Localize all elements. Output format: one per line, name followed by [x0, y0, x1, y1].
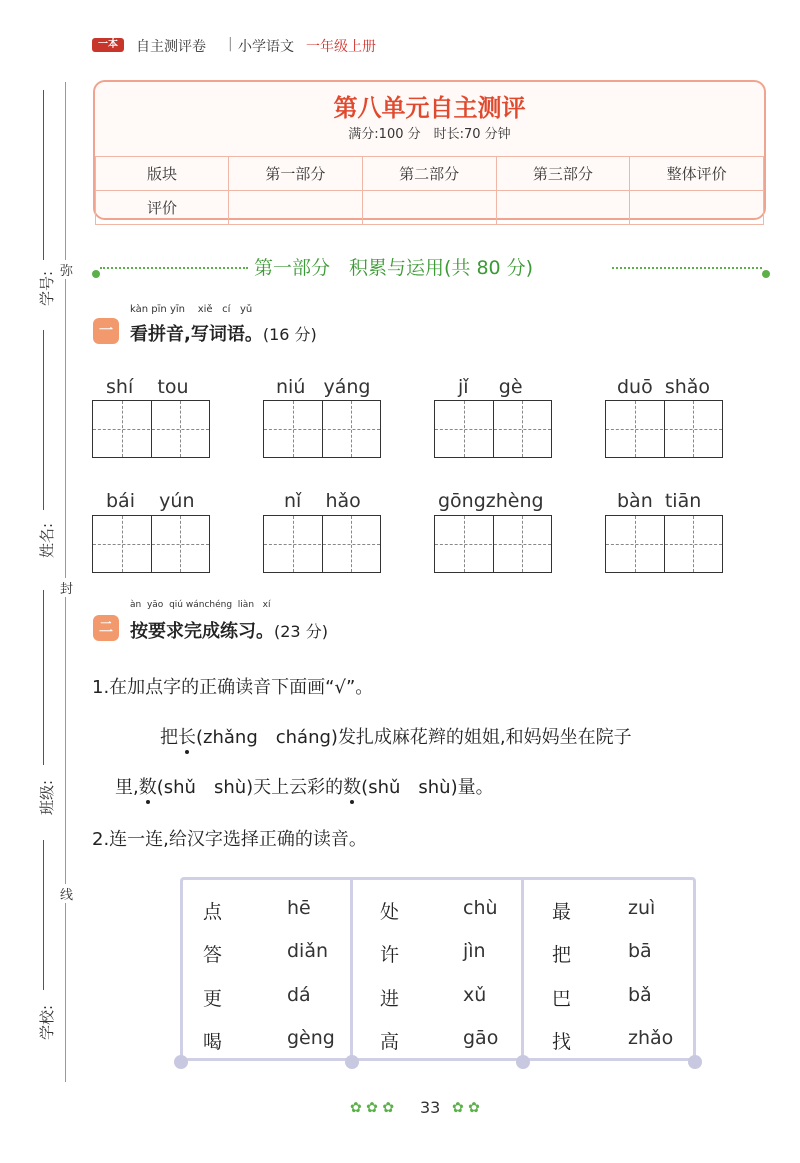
match-pinyin[interactable]: xǔ [463, 984, 487, 1006]
writing-grid[interactable] [434, 400, 552, 458]
brand-logo: 一本 [92, 38, 124, 52]
match-char[interactable]: 把 [552, 944, 572, 966]
score-header-cell: 第二部分 [362, 157, 496, 191]
score-header-row [96, 157, 764, 191]
box-corner-ball [345, 1055, 359, 1069]
ruby-syllable: yīn [169, 304, 185, 315]
seal-mark-feng: 封 [60, 578, 73, 597]
match-pinyin[interactable]: gèng [287, 1027, 335, 1049]
score-table [95, 156, 764, 225]
banner-dot-left [92, 270, 100, 278]
score-header-cell: 版块 [96, 157, 229, 191]
banner-line-left [100, 267, 248, 269]
subject-title: 小学语文 [238, 39, 294, 55]
match-pinyin[interactable]: gāo [463, 1027, 499, 1049]
ruby-syllable: xí [262, 600, 271, 610]
ruby-syllable: kàn [130, 304, 149, 315]
section2-title-text: 按要求完成练习。 [130, 621, 274, 642]
pinyin-label: bàn tiān [617, 490, 702, 512]
part1-points: (共 80 分) [444, 257, 534, 279]
match-char[interactable]: 处 [380, 901, 400, 923]
writing-grid[interactable] [92, 400, 210, 458]
q1-line2: 里,数(shǔ shù)天上云彩的数(shǔ shù)量。 [115, 777, 494, 798]
pinyin-label: niú yáng [276, 376, 371, 398]
part1-banner [254, 253, 533, 280]
score-row-label: 评价 [96, 191, 229, 225]
match-pinyin[interactable]: bā [628, 940, 652, 962]
student-id-label: 学号: [38, 270, 56, 306]
pinyin-label: duō shǎo [617, 376, 711, 398]
match-pinyin[interactable]: zuì [628, 897, 656, 919]
q1-line1: 把长(zhǎng cháng)发扎成麻花辫的姐姐,和妈妈坐在院子 [160, 727, 632, 748]
section2-points: (23 分) [274, 622, 328, 641]
emphasis-char: 数 [343, 777, 362, 798]
score-header-cell: 第三部分 [496, 157, 630, 191]
section1-title [130, 320, 317, 346]
box-corner-ball [174, 1055, 188, 1069]
sprout-icon: ✿ ✿ [452, 1100, 480, 1116]
pinyin-label: gōngzhèng [438, 490, 544, 512]
writing-grid[interactable] [92, 515, 210, 573]
match-char[interactable]: 高 [380, 1031, 400, 1053]
matching-divider [350, 877, 353, 1061]
match-pinyin[interactable]: dá [287, 984, 311, 1006]
score-cell[interactable] [496, 191, 630, 225]
school-blank[interactable] [43, 840, 44, 990]
score-header-cell: 整体评价 [630, 157, 764, 191]
match-char[interactable]: 点 [203, 901, 223, 923]
class-label: 班级: [38, 779, 56, 815]
match-char[interactable]: 巴 [552, 988, 572, 1010]
part1-label: 第一部分 积累与运用 [254, 257, 445, 279]
ruby-syllable: yǔ [239, 304, 253, 315]
writing-grid[interactable] [605, 515, 723, 573]
section2-badge: 二 [93, 615, 119, 641]
writing-grid[interactable] [263, 400, 381, 458]
section1-title-text: 看拼音,写词语。 [130, 324, 263, 345]
page-title: 第八单元自主测评 [333, 94, 526, 122]
ruby-syllable: yāo [146, 600, 164, 610]
q1-title: 1.在加点字的正确读音下面画“√”。 [92, 677, 374, 698]
section1-points: (16 分) [262, 325, 317, 344]
ruby-syllable: chéng [204, 600, 233, 610]
match-pinyin[interactable]: bǎ [628, 984, 652, 1006]
section2-ruby [130, 600, 270, 610]
pinyin-label: nǐ hǎo [284, 490, 361, 512]
name-label: 姓名: [38, 522, 56, 558]
school-label: 学校: [38, 1004, 56, 1040]
series-title: 自主测评卷 [136, 39, 206, 55]
ruby-syllable: àn [130, 600, 142, 610]
header-separator: | [228, 36, 233, 52]
seal-mark-xian: 线 [60, 884, 73, 903]
score-cell[interactable] [362, 191, 496, 225]
grade-title: 一年级上册 [306, 39, 376, 55]
match-char[interactable]: 许 [380, 944, 400, 966]
match-char[interactable]: 最 [552, 901, 572, 923]
reading-options[interactable]: (shǔ shù) [361, 777, 458, 798]
score-cell[interactable] [229, 191, 363, 225]
pinyin-label: shí tou [106, 376, 189, 398]
match-pinyin[interactable]: hē [287, 897, 311, 919]
score-cell[interactable] [630, 191, 764, 225]
box-corner-ball [516, 1055, 530, 1069]
pinyin-label: bái yún [106, 490, 195, 512]
match-char[interactable]: 答 [203, 944, 223, 966]
matching-divider [521, 877, 524, 1061]
sprout-icon: ✿ ✿ ✿ [350, 1100, 395, 1116]
student-id-blank[interactable] [43, 90, 44, 260]
ruby-syllable: qiú [169, 600, 183, 610]
match-pinyin[interactable]: chù [463, 897, 498, 919]
ruby-syllable: pīn [151, 304, 167, 315]
emphasis-char: 长 [178, 727, 196, 748]
score-eval-row [96, 191, 764, 225]
banner-line-right [612, 267, 762, 269]
q2-title: 2.连一连,给汉字选择正确的读音。 [92, 829, 367, 850]
ruby-syllable: xiě [197, 304, 213, 315]
pinyin-label: jǐ gè [458, 376, 523, 398]
section1-badge: 一 [93, 318, 119, 344]
writing-grid[interactable] [605, 400, 723, 458]
score-header-cell: 第一部分 [229, 157, 363, 191]
ruby-syllable: cí [222, 304, 231, 315]
class-blank[interactable] [43, 590, 44, 765]
match-pinyin[interactable]: diǎn [287, 940, 329, 962]
section1-ruby [130, 304, 252, 315]
ruby-syllable: wán [185, 600, 205, 610]
match-pinyin[interactable]: jìn [463, 940, 486, 962]
match-char[interactable]: 进 [380, 988, 400, 1010]
box-corner-ball [688, 1055, 702, 1069]
match-char[interactable]: 找 [552, 1031, 572, 1053]
emphasis-char: 数 [138, 777, 157, 798]
writing-grid[interactable] [434, 515, 552, 573]
page-number: 33 [420, 1098, 441, 1117]
section2-title [130, 617, 328, 643]
match-char[interactable]: 更 [203, 988, 223, 1010]
matching-box [180, 877, 696, 1061]
exam-meta: 满分:100 分 时长:70 分钟 [348, 127, 511, 142]
reading-options[interactable]: (zhǎng cháng) [196, 727, 338, 748]
match-char[interactable]: 喝 [203, 1031, 223, 1053]
ruby-syllable: liàn [237, 600, 255, 610]
writing-grid[interactable] [263, 515, 381, 573]
banner-dot-right [762, 270, 770, 278]
match-pinyin[interactable]: zhǎo [628, 1027, 674, 1049]
seal-mark-mi: 弥 [60, 260, 73, 279]
reading-options[interactable]: (shǔ shù) [156, 777, 254, 798]
name-blank[interactable] [43, 330, 44, 510]
